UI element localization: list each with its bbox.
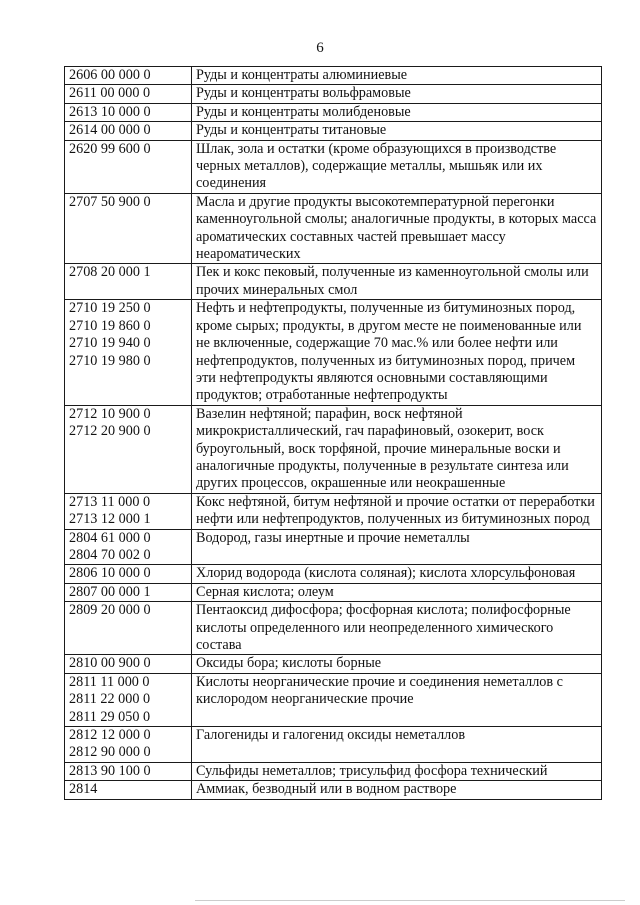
code-cell: [65, 85, 192, 103]
code-cell: [65, 727, 192, 763]
tnved-code: 2810 00 900 0: [69, 655, 151, 672]
code-cell: [65, 67, 192, 85]
tnved-code: 2710 19 860 0: [69, 317, 151, 334]
tnved-code: 2707 50 900 0: [69, 193, 151, 210]
table-row: [65, 300, 602, 405]
code-cell: [65, 300, 192, 405]
description-cell: Серная кислота; олеум: [192, 583, 602, 601]
code-cell: [65, 655, 192, 673]
table-row: [65, 727, 602, 763]
description-cell: Шлак, зола и остатки (кроме образующихся в производстве черных металлов), содержащие металлы, мышьяк или их соединения: [192, 140, 602, 193]
tnved-code: 2611 00 000 0: [69, 85, 151, 102]
table-row: [65, 602, 602, 655]
tnved-code: 2811 29 050 0: [69, 708, 151, 725]
description-cell: Нефть и нефтепродукты, полученные из битуминозных пород, кроме сырых; продукты, в другом месте не поименованные или не включенные, содержащие 70 мас.% или более нефти или нефтепродуктов, полученных из битуминозных пород, причем эти нефтепродукты являются основными составляющими продуктов; отработанные нефтепродукты: [192, 300, 602, 405]
tnved-code: 2806 10 000 0: [69, 565, 151, 582]
code-cell: [65, 122, 192, 140]
tnved-code: 2710 19 250 0: [69, 300, 151, 317]
table-row: [65, 140, 602, 193]
table-row: [65, 583, 602, 601]
table-row: [65, 762, 602, 780]
code-cell: [65, 781, 192, 799]
description-cell: Водород, газы инертные и прочие неметаллы: [192, 529, 602, 565]
table-row: [65, 85, 602, 103]
table-row: [65, 529, 602, 565]
description-cell: Масла и другие продукты высокотемпературной перегонки каменноугольной смолы; аналогичные продукты, в которых масса ароматических составных частей превышает массу неароматических: [192, 193, 602, 264]
tnved-code: 2710 19 980 0: [69, 352, 151, 369]
tnved-code: 2710 19 940 0: [69, 335, 151, 352]
code-cell: [65, 493, 192, 529]
table-row: [65, 781, 602, 799]
description-cell: Руды и концентраты алюминиевые: [192, 67, 602, 85]
tnved-code: 2811 22 000 0: [69, 691, 151, 708]
tnved-code: 2809 20 000 0: [69, 602, 151, 619]
tnved-code: 2712 10 900 0: [69, 405, 151, 422]
tnved-code: 2807 00 000 1: [69, 583, 151, 600]
code-cell: [65, 140, 192, 193]
table-row: [65, 264, 602, 300]
description-cell: Сульфиды неметаллов; трисульфид фосфора технический: [192, 762, 602, 780]
tnved-code: 2713 11 000 0: [69, 493, 151, 510]
table-body: [65, 67, 602, 800]
tnved-code: 2613 10 000 0: [69, 103, 151, 120]
tnved-code: 2708 20 000 1: [69, 264, 151, 281]
tariff-code-table: [64, 66, 602, 800]
tnved-code: 2812 90 000 0: [69, 744, 151, 761]
tnved-code: 2812 12 000 0: [69, 727, 151, 744]
table-row: [65, 122, 602, 140]
bottom-divider: [195, 900, 625, 901]
table-row: [65, 193, 602, 264]
table-row: [65, 67, 602, 85]
description-cell: Пентаоксид дифосфора; фосфорная кислота; полифосфорные кислоты определенного или неопределенного химического состава: [192, 602, 602, 655]
description-cell: Пек и кокс пековый, полученные из каменноугольной смолы или прочих минеральных смол: [192, 264, 602, 300]
code-cell: [65, 762, 192, 780]
description-cell: Руды и концентраты титановые: [192, 122, 602, 140]
table-row: [65, 673, 602, 726]
code-cell: [65, 565, 192, 583]
code-cell: [65, 602, 192, 655]
tnved-code: 2804 70 002 0: [69, 546, 151, 563]
table-row: [65, 405, 602, 493]
tnved-code: 2811 11 000 0: [69, 673, 150, 690]
tnved-code: 2712 20 900 0: [69, 423, 151, 440]
code-cell: [65, 673, 192, 726]
tnved-code: 2813 90 100 0: [69, 762, 151, 779]
code-cell: [65, 264, 192, 300]
tnved-code: 2614 00 000 0: [69, 122, 151, 139]
description-cell: Оксиды бора; кислоты борные: [192, 655, 602, 673]
code-cell: [65, 103, 192, 121]
table-row: [65, 655, 602, 673]
page-number: 6: [316, 40, 324, 56]
description-cell: Кокс нефтяной, битум нефтяной и прочие остатки от переработки нефти или нефтепродуктов, полученных из битуминозных пород: [192, 493, 602, 529]
description-cell: Вазелин нефтяной; парафин, воск нефтяной микрокристаллический, гач парафиновый, озокерит, воск буроугольный, воск торфяной, прочие минеральные воски и аналогичные продукты, полученные в результате синтеза или других процессов, окрашенные или неокрашенные: [192, 405, 602, 493]
code-cell: [65, 529, 192, 565]
description-cell: Руды и концентраты вольфрамовые: [192, 85, 602, 103]
tnved-code: 2606 00 000 0: [69, 67, 151, 83]
tnved-code: 2713 12 000 1: [69, 511, 151, 528]
table-row: [65, 103, 602, 121]
code-cell: [65, 405, 192, 493]
description-cell: Хлорид водорода (кислота соляная); кислота хлорсульфоновая: [192, 565, 602, 583]
description-cell: Галогениды и галогенид оксиды неметаллов: [192, 727, 602, 763]
description-cell: Кислоты неорганические прочие и соединения неметаллов с кислородом неорганические прочие: [192, 673, 602, 726]
tnved-code: 2620 99 600 0: [69, 140, 151, 157]
table-row: [65, 493, 602, 529]
table-row: [65, 565, 602, 583]
description-cell: Аммиак, безводный или в водном растворе: [192, 781, 602, 799]
tnved-code: 2814: [69, 781, 98, 798]
code-cell: [65, 193, 192, 264]
tnved-code: 2804 61 000 0: [69, 529, 151, 546]
code-cell: [65, 583, 192, 601]
description-cell: Руды и концентраты молибденовые: [192, 103, 602, 121]
